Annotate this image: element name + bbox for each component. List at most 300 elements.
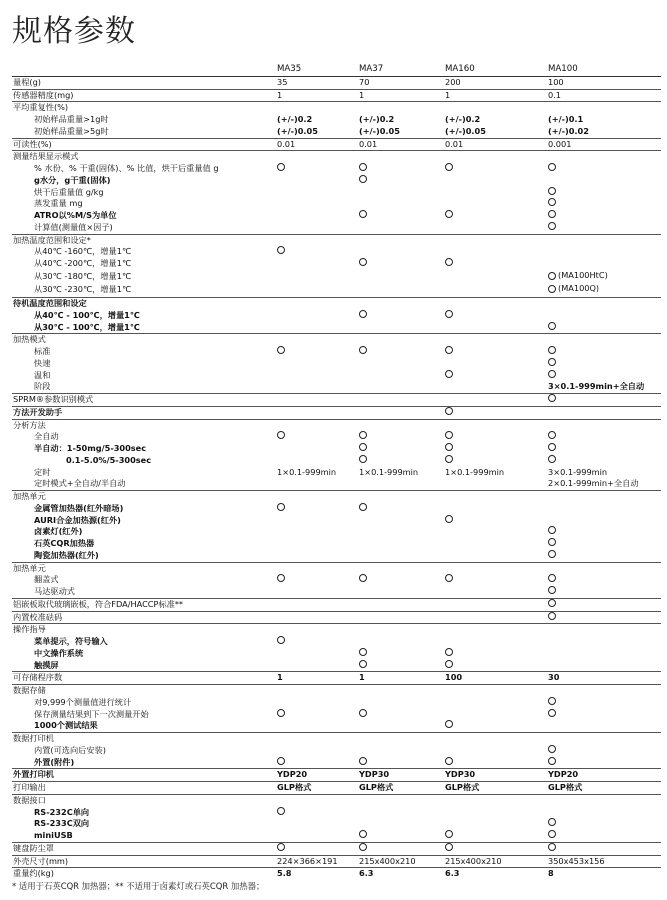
spec-value-ma35 — [277, 745, 359, 757]
spec-value-ma35 — [277, 102, 359, 114]
table-row — [12, 175, 661, 187]
page-title: 规格参数 — [12, 14, 136, 49]
spec-value-ma160 — [445, 515, 548, 527]
supported-circle-icon — [548, 431, 556, 439]
spec-value-ma100 — [548, 709, 661, 721]
table-row — [12, 503, 661, 515]
spec-value-ma37 — [359, 550, 445, 562]
supported-circle-icon — [445, 163, 453, 171]
spec-label: 初始样品重量>1g时 — [34, 114, 109, 124]
spec-value-ma100: 30 — [548, 672, 661, 685]
spec-value-ma37: 215x400x210 — [359, 855, 445, 868]
spec-value-ma160: 6.3 — [445, 868, 548, 880]
spec-value-ma160 — [445, 550, 548, 562]
supported-circle-icon — [548, 709, 556, 717]
table-row — [12, 246, 661, 258]
spec-value-ma37 — [359, 419, 445, 431]
spec-value-ma100 — [548, 720, 661, 732]
supported-circle-icon — [548, 370, 556, 378]
table-row — [12, 163, 661, 175]
spec-label: 测量结果显示模式 — [12, 151, 277, 163]
spec-label: 外置打印机 — [12, 769, 277, 782]
spec-value-ma160 — [445, 733, 548, 745]
spec-value-ma100 — [548, 175, 661, 187]
spec-value-ma35 — [277, 660, 359, 672]
spec-label: 铝嵌板取代玻璃嵌板，符合FDA/HACCP标准** — [12, 598, 277, 611]
spec-value-ma37 — [359, 210, 445, 222]
table-row — [12, 358, 661, 370]
spec-label: 操作指导 — [12, 624, 277, 636]
spec-value-ma35 — [277, 598, 359, 611]
table-row — [12, 611, 661, 624]
spec-value-ma35 — [277, 709, 359, 721]
spec-value-ma35: (+/-)0.2 — [277, 114, 313, 124]
spec-value-ma35: 1 — [277, 672, 359, 685]
supported-circle-icon — [359, 843, 367, 851]
spec-value-ma100: 2×0.1-999min+全自动 — [548, 478, 639, 489]
spec-label: 从40℃ -160℃，增量1℃ — [34, 246, 132, 257]
spec-value-ma37 — [359, 574, 445, 586]
spec-label: 外置(附件) — [34, 756, 75, 767]
spec-label: 平均重复性(%) — [12, 102, 277, 114]
spec-label: 重量约(kg) — [12, 868, 277, 880]
spec-value-ma100: 3×0.1-999min+全自动 — [548, 381, 645, 392]
spec-value-ma100 — [548, 818, 661, 830]
spec-value-ma160: (+/-)0.05 — [445, 125, 486, 136]
spec-value-ma160 — [445, 394, 548, 407]
supported-circle-icon — [445, 574, 453, 582]
table-row — [12, 818, 661, 830]
spec-value-ma100 — [548, 842, 661, 855]
spec-value-ma37 — [359, 431, 445, 443]
supported-circle-icon — [548, 550, 556, 558]
spec-value-ma100: (+/-)0.02 — [548, 125, 589, 136]
table-row — [12, 782, 661, 795]
spec-value-ma100: 350x453x156 — [548, 855, 661, 868]
spec-value-ma35 — [277, 222, 359, 234]
spec-value-ma100 — [548, 807, 661, 819]
spec-label: ATRO以%M/S为单位 — [34, 210, 117, 220]
spec-value-ma35 — [277, 246, 359, 258]
spec-label: 快速 — [34, 357, 51, 368]
spec-value-ma37 — [359, 526, 445, 538]
spec-value-ma160 — [445, 222, 548, 234]
spec-value-ma35 — [277, 234, 359, 246]
spec-value-ma160 — [445, 198, 548, 210]
spec-value-ma35 — [277, 757, 359, 769]
table-row — [12, 855, 661, 868]
supported-circle-icon — [445, 431, 453, 439]
variant-note: (MA100HtC) — [558, 269, 608, 280]
spec-value-ma37 — [359, 562, 445, 574]
table-row — [12, 310, 661, 322]
table-row — [12, 550, 661, 562]
table-row — [12, 114, 661, 126]
spec-value-ma160 — [445, 419, 548, 431]
spec-value-ma35 — [277, 270, 359, 284]
spec-value-ma35 — [277, 283, 359, 297]
spec-value-ma35 — [277, 624, 359, 636]
spec-value-ma160 — [445, 598, 548, 611]
supported-circle-icon — [548, 272, 556, 280]
spec-value-ma160 — [445, 322, 548, 334]
spec-value-ma100 — [548, 270, 661, 284]
spec-value-ma100: (+/-)0.1 — [548, 114, 584, 124]
spec-label: 菜单提示，符号输入 — [34, 636, 108, 646]
spec-label: 方法开发助手 — [12, 406, 277, 419]
spec-value-ma37: 1 — [359, 89, 445, 102]
spec-value-ma160 — [445, 586, 548, 598]
spec-label: 金属管加热器(红外暗场) — [34, 502, 124, 513]
supported-circle-icon — [548, 455, 556, 463]
spec-value-ma160: GLP格式 — [445, 782, 548, 795]
spec-value-ma35: 224×366×191 — [277, 855, 359, 868]
spec-value-ma160 — [445, 503, 548, 515]
table-row — [12, 138, 661, 151]
spec-value-ma100 — [548, 550, 661, 562]
footnote: * 适用于石英CQR 加热器；** 不适用于卤素灯或石英CQR 加热器； — [12, 881, 265, 891]
table-row — [12, 868, 661, 880]
spec-value-ma37 — [359, 807, 445, 819]
spec-value-ma35 — [277, 574, 359, 586]
spec-value-ma160 — [445, 210, 548, 222]
spec-value-ma35 — [277, 648, 359, 660]
spec-label: 待机温度范围和设定 — [12, 298, 277, 310]
spec-value-ma37 — [359, 334, 445, 346]
spec-value-ma35 — [277, 151, 359, 163]
spec-value-ma160 — [445, 660, 548, 672]
spec-value-ma100 — [548, 234, 661, 246]
spec-value-ma35 — [277, 807, 359, 819]
spec-label: 内置(可选向后安装) — [34, 744, 106, 755]
spec-value-ma37 — [359, 598, 445, 611]
supported-circle-icon — [445, 515, 453, 523]
spec-value-ma35 — [277, 198, 359, 210]
supported-circle-icon — [359, 648, 367, 656]
spec-value-ma37 — [359, 358, 445, 370]
spec-value-ma160 — [445, 175, 548, 187]
spec-label: 阶段 — [34, 381, 51, 392]
table-row — [12, 151, 661, 163]
spec-value-ma160 — [445, 562, 548, 574]
table-row — [12, 89, 661, 102]
spec-value-ma160 — [445, 648, 548, 660]
spec-value-ma35 — [277, 818, 359, 830]
spec-label: 卤素灯(红外) — [34, 526, 83, 537]
spec-value-ma37 — [359, 660, 445, 672]
spec-label: 马达驱动式 — [34, 586, 75, 596]
spec-value-ma100 — [548, 283, 661, 297]
spec-value-ma37 — [359, 491, 445, 503]
model-header: MA100 — [548, 64, 578, 74]
table-row — [12, 526, 661, 538]
spec-value-ma35 — [277, 720, 359, 732]
spec-value-ma100 — [548, 515, 661, 527]
spec-value-ma35 — [277, 842, 359, 855]
spec-value-ma100 — [548, 346, 661, 358]
spec-value-ma100: 8 — [548, 868, 661, 880]
spec-label: 陶瓷加热器(红外) — [34, 549, 99, 560]
spec-value-ma160 — [445, 807, 548, 819]
spec-value-ma35: YDP20 — [277, 769, 359, 782]
supported-circle-icon — [548, 394, 556, 402]
supported-circle-icon — [359, 210, 367, 218]
spec-value-ma100 — [548, 574, 661, 586]
spec-value-ma160 — [445, 283, 548, 297]
spec-value-ma37 — [359, 697, 445, 709]
spec-value-ma160 — [445, 624, 548, 636]
table-row — [12, 406, 661, 419]
spec-value-ma37: (+/-)0.05 — [359, 125, 400, 136]
table-row — [12, 624, 661, 636]
spec-value-ma100: YDP20 — [548, 769, 661, 782]
supported-circle-icon — [359, 443, 367, 451]
spec-value-ma160 — [445, 431, 548, 443]
model-header: MA35 — [277, 64, 302, 74]
spec-value-ma35 — [277, 187, 359, 199]
spec-value-ma37 — [359, 246, 445, 258]
spec-value-ma100 — [548, 310, 661, 322]
spec-value-ma37 — [359, 283, 445, 297]
spec-value-ma37 — [359, 720, 445, 732]
table-row — [12, 745, 661, 757]
spec-value-ma100 — [548, 222, 661, 234]
spec-label: 石英CQR加热器 — [34, 538, 95, 548]
spec-value-ma160 — [445, 406, 548, 419]
table-row — [12, 720, 661, 732]
supported-circle-icon — [445, 843, 453, 851]
table-row — [12, 769, 661, 782]
spec-value-ma160 — [445, 830, 548, 842]
table-row — [12, 636, 661, 648]
spec-label: 加热单元 — [12, 562, 277, 574]
spec-value-ma37: YDP30 — [359, 769, 445, 782]
spec-label: 数据接口 — [12, 794, 277, 806]
spec-value-ma37: 70 — [359, 76, 445, 89]
spec-label: 量程(g) — [12, 76, 277, 89]
table-row — [12, 697, 661, 709]
supported-circle-icon — [359, 346, 367, 354]
spec-value-ma100 — [548, 151, 661, 163]
spec-value-ma160: (+/-)0.2 — [445, 114, 481, 124]
table-row — [12, 210, 661, 222]
spec-value-ma37 — [359, 733, 445, 745]
spec-value-ma35 — [277, 538, 359, 550]
supported-circle-icon — [548, 443, 556, 451]
supported-circle-icon — [359, 175, 367, 183]
supported-circle-icon — [359, 574, 367, 582]
spec-value-ma35 — [277, 322, 359, 334]
spec-value-ma100 — [548, 538, 661, 550]
spec-value-ma37 — [359, 648, 445, 660]
table-row — [12, 672, 661, 685]
table-row — [12, 381, 661, 393]
spec-value-ma160: 215x400x210 — [445, 855, 548, 868]
supported-circle-icon — [445, 830, 453, 838]
spec-label: AURI合金加热源(红外) — [34, 514, 121, 525]
table-row — [12, 660, 661, 672]
supported-circle-icon — [548, 757, 556, 765]
spec-label: SPRM®参数识别模式 — [12, 394, 277, 407]
spec-label: 可存储程序数 — [12, 672, 277, 685]
spec-value-ma35 — [277, 611, 359, 624]
spec-value-ma100 — [548, 298, 661, 310]
spec-value-ma37 — [359, 794, 445, 806]
spec-value-ma160 — [445, 685, 548, 697]
spec-value-ma37 — [359, 406, 445, 419]
spec-label: 蒸发重量 mg — [34, 198, 83, 209]
spec-value-ma160 — [445, 574, 548, 586]
spec-value-ma37: 1 — [359, 672, 445, 685]
spec-label: 键盘防尘罩 — [12, 842, 277, 855]
spec-label: 打印输出 — [12, 782, 277, 795]
spec-value-ma100 — [548, 598, 661, 611]
spec-value-ma35: GLP格式 — [277, 782, 359, 795]
spec-value-ma100 — [548, 443, 661, 455]
supported-circle-icon — [548, 538, 556, 546]
spec-value-ma35 — [277, 210, 359, 222]
spec-label: 0.1-5.0%/5-300sec — [66, 454, 152, 465]
table-row — [12, 586, 661, 598]
spec-value-ma160 — [445, 381, 548, 393]
spec-label: 1000个测试结果 — [34, 720, 98, 731]
spec-value-ma37 — [359, 818, 445, 830]
spec-value-ma35: 0.01 — [277, 138, 359, 151]
spec-value-ma100 — [548, 334, 661, 346]
spec-value-ma160 — [445, 102, 548, 114]
model-header: MA160 — [445, 64, 475, 74]
spec-value-ma100 — [548, 503, 661, 515]
table-row — [12, 222, 661, 234]
spec-label: 可读性(%) — [12, 138, 277, 151]
supported-circle-icon — [445, 660, 453, 668]
spec-value-ma35 — [277, 346, 359, 358]
spec-value-ma37 — [359, 636, 445, 648]
spec-value-ma100 — [548, 163, 661, 175]
spec-value-ma37 — [359, 745, 445, 757]
table-row — [12, 234, 661, 246]
spec-value-ma160: 1 — [445, 89, 548, 102]
supported-circle-icon — [548, 322, 556, 330]
spec-value-ma37 — [359, 394, 445, 407]
spec-value-ma35 — [277, 515, 359, 527]
spec-value-ma160 — [445, 611, 548, 624]
model-header: MA37 — [359, 64, 384, 74]
spec-value-ma35 — [277, 794, 359, 806]
spec-value-ma100 — [548, 455, 661, 467]
supported-circle-icon — [445, 757, 453, 765]
table-row — [12, 431, 661, 443]
header-blank — [12, 64, 277, 76]
supported-circle-icon — [359, 757, 367, 765]
spec-label: 触摸屏 — [34, 659, 59, 670]
spec-value-ma37: (+/-)0.2 — [359, 114, 395, 124]
spec-value-ma35 — [277, 370, 359, 382]
spec-label: g水分，g干重(固体) — [34, 174, 111, 185]
table-row — [12, 419, 661, 431]
spec-label: 温和 — [34, 369, 51, 380]
table-row — [12, 298, 661, 310]
spec-label: 半自动：1-50mg/5-300sec — [34, 443, 147, 453]
spec-label: 定时 — [34, 466, 51, 477]
spec-value-ma35 — [277, 443, 359, 455]
spec-value-ma37 — [359, 611, 445, 624]
spec-value-ma35: 1 — [277, 89, 359, 102]
spec-value-ma160 — [445, 478, 548, 490]
table-row — [12, 807, 661, 819]
spec-value-ma160: 0.01 — [445, 138, 548, 151]
supported-circle-icon — [445, 443, 453, 451]
spec-value-ma160 — [445, 818, 548, 830]
spec-value-ma37 — [359, 234, 445, 246]
supported-circle-icon — [548, 697, 556, 705]
spec-value-ma35 — [277, 406, 359, 419]
spec-label: 对9,999个测量值进行统计 — [34, 696, 132, 707]
spec-value-ma100 — [548, 358, 661, 370]
spec-value-ma35 — [277, 163, 359, 175]
spec-value-ma100 — [548, 419, 661, 431]
spec-value-ma100 — [548, 648, 661, 660]
spec-value-ma35 — [277, 733, 359, 745]
supported-circle-icon — [445, 370, 453, 378]
supported-circle-icon — [445, 407, 453, 415]
spec-label: 加热单元 — [12, 491, 277, 503]
spec-label: 数据存储 — [12, 685, 277, 697]
spec-value-ma37: 1×0.1-999min — [359, 466, 419, 477]
spec-value-ma160 — [445, 310, 548, 322]
spec-value-ma37 — [359, 310, 445, 322]
table-row — [12, 102, 661, 114]
spec-value-ma100 — [548, 757, 661, 769]
spec-value-ma100 — [548, 491, 661, 503]
spec-value-ma160: 100 — [445, 672, 548, 685]
table-row — [12, 270, 661, 284]
spec-label: 分析方法 — [12, 419, 277, 431]
spec-value-ma160 — [445, 258, 548, 270]
table-row — [12, 733, 661, 745]
supported-circle-icon — [359, 455, 367, 463]
spec-value-ma100 — [548, 794, 661, 806]
spec-label: 数据打印机 — [12, 733, 277, 745]
supported-circle-icon — [548, 818, 556, 826]
table-row — [12, 126, 661, 138]
spec-value-ma160 — [445, 697, 548, 709]
spec-value-ma160: YDP30 — [445, 769, 548, 782]
spec-value-ma37 — [359, 478, 445, 490]
table-row — [12, 538, 661, 550]
spec-value-ma37 — [359, 709, 445, 721]
spec-value-ma160: 1×0.1-999min — [445, 466, 505, 477]
spec-value-ma35 — [277, 175, 359, 187]
spec-label: miniUSB — [34, 830, 73, 840]
spec-value-ma35 — [277, 419, 359, 431]
spec-label: 加热温度范围和设定* — [12, 234, 277, 246]
spec-value-ma37 — [359, 586, 445, 598]
spec-value-ma37 — [359, 842, 445, 855]
spec-value-ma100 — [548, 586, 661, 598]
supported-circle-icon — [277, 431, 285, 439]
spec-value-ma160 — [445, 842, 548, 855]
table-row — [12, 258, 661, 270]
spec-value-ma37 — [359, 222, 445, 234]
table-row — [12, 794, 661, 806]
spec-value-ma35 — [277, 298, 359, 310]
spec-label: 中文操作系统 — [34, 647, 84, 658]
supported-circle-icon — [359, 310, 367, 318]
supported-circle-icon — [277, 346, 285, 354]
spec-value-ma35 — [277, 636, 359, 648]
table-row — [12, 842, 661, 855]
